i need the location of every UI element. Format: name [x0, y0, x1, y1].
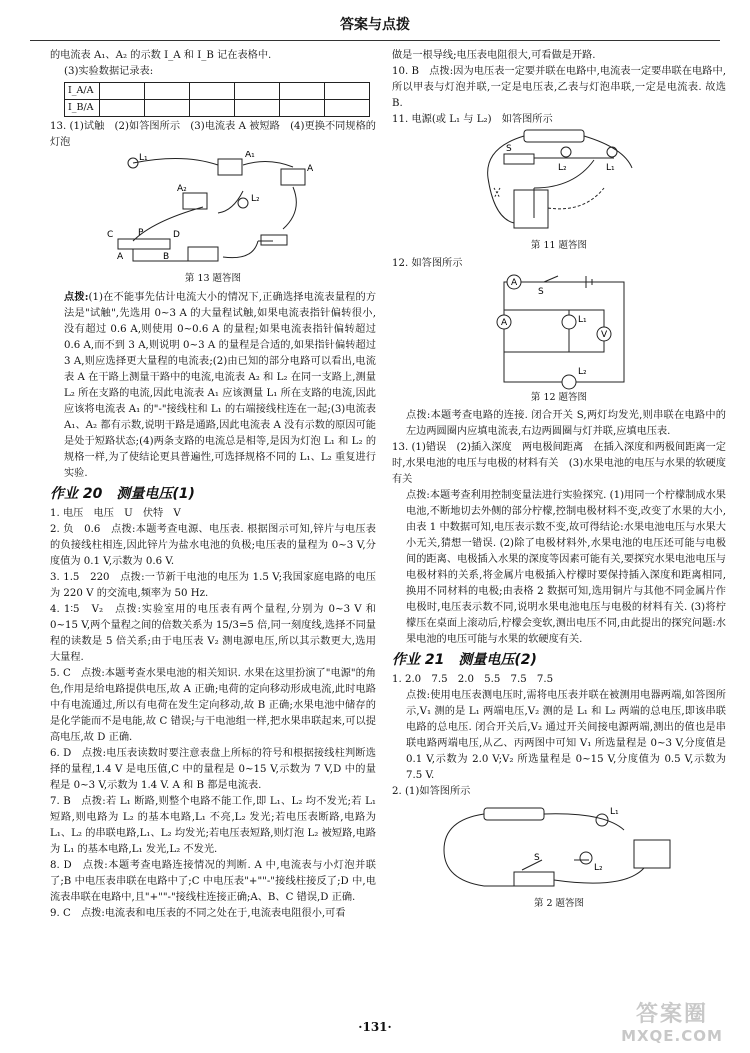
watermark-line1: 答案圈: [635, 1002, 708, 1027]
figure-2-caption: 第 2 题答图: [533, 898, 585, 909]
table-cell: I_A/A: [65, 83, 100, 100]
hw20-item-4: 4. 1∶5 V₂ 点拨:实验室用的电压表有两个量程,分别为 0~3 V 和 0~15 V,两个量程之间的倍数关系为 15/3=5 倍,同一刻度线,选择不同量程的读数是 5 倍关系;由于电压表 V₂ 测电源电压,所以其示数更大,选用大量程.: [50, 604, 376, 663]
fig12-label-a1: A: [511, 278, 518, 288]
fig12-label-a2: A: [501, 318, 508, 328]
fig2-label-l2: L₂: [594, 863, 603, 873]
fig2-label-s: S: [534, 853, 540, 863]
page-header: [30, 14, 720, 41]
table-cell: I_B/A: [65, 100, 100, 117]
q13-tip-label: 点拨:: [64, 291, 89, 303]
fig13-label-a-pt: A: [117, 252, 124, 262]
watermark-line2: MXQE.COM: [621, 1027, 723, 1045]
fig12-label-l1: L₁: [578, 315, 587, 325]
fig13-label-c: C: [107, 230, 114, 240]
fig13-label-a2: A₂: [177, 184, 187, 194]
figure-12-caption: 第 12 题答图: [530, 392, 588, 403]
figure-13-caption: 第 13 题答图: [184, 273, 242, 284]
figure-13-circuit: [93, 151, 333, 271]
table-row: [65, 83, 370, 100]
page-number: ·131·: [358, 1020, 392, 1034]
answer-10: 10. B 点拨:因为电压表一定要并联在电路中,电流表一定要串联在电路中,所以甲表与灯泡并联,一定是电压表,乙表与灯泡串联,一定是电流表. 故选 B.: [392, 66, 726, 109]
hw21-item-1: 1. 2.0 7.5 2.0 5.5 7.5 7.5: [392, 674, 554, 685]
fig12-label-s: S: [538, 287, 544, 297]
hw20-item-1: 1. 电压 电压 U 伏特 V: [50, 508, 181, 519]
hw20-item-8: 8. D 点拨:本题考查电路连接情况的判断. A 中,电流表与小灯泡并联了;B 中电压表串联在电路中了;C 中电压表"+""-"接线柱接反了;D 中,电流表串联在电路中,且"+""-"接线柱连接正确;A、B、C 错误,D 正确.: [50, 860, 376, 903]
q13-answer: 13. (1)试触 (2)如答图所示 (3)电流表 A 被短路 (4)更换不同规格的灯泡: [50, 121, 376, 148]
hw20-item-9: 9. C 点拨:电流表和电压表的不同之处在于,电流表电阻很小,可看: [50, 908, 346, 919]
fig13-label-a1: A₁: [245, 151, 255, 160]
left-p0: 的电流表 A₁、A₂ 的示数 I_A 和 I_B 记在表格中.: [50, 50, 272, 61]
record-table: [64, 82, 370, 117]
watermark-logo: [608, 1003, 736, 1047]
fig2-label-l1: L₁: [610, 807, 619, 817]
fig11-label-l1: L₁: [606, 163, 615, 173]
figure-12-circuit: [474, 272, 644, 390]
section-title-21: 作业 21 测量电压(2): [392, 652, 537, 668]
answer-13-tip: 点拨:本题考查利用控制变量法进行实验探究. (1)用同一个柠檬制成水果电池,不断地切去外侧的部分柠檬,控制电极材料不变,改变了水果的大小,由表 1 中数据可知,电压表示数不变,故可得结论:水果电池电压与水果大小无关,猜想一错误. (2)除了电极材料外,水果电池的电压还可能与电极间的距离、电极插入水果的深度等因素可能有关,要探究水果电池电压与电极材料的关系,将金属片电极插入柠檬时要保持插入深度和距离相同,换用不同材料的电极;由表格 2 数据可知,选用铜片与其他不同金属片作电极时,电压表示数不同,说明水果电池电压与电极的材料有关. (3)将柠檬压在桌面上滚动后,柠檬会变软,测出电压不同,由此提出的探究问题:水果电池的电压可能与水果的软硬度有关.: [406, 490, 726, 645]
hw21-item-1-tip: 点拨:使用电压表测电压时,需将电压表并联在被测用电器两端,如答图所示,V₁ 测的是 L₁ 两端电压,V₂ 测的是 L₁ 和 L₂ 两端的总电压,即该串联电路的总电压. 闭合开关后,V₂ 通过开关间接电源两端,测出的值也是串联电路两端电压,从乙、丙两图中可知 V₁ 所选量程是 0~3 V,分度值是 0.1 V,示数为 2.0 V;V₂ 所选量程是 0~15 V,分度值为 0.5 V,示数为 7.5 V.: [406, 690, 726, 781]
fig13-label-p: P: [138, 228, 144, 238]
hw20-item-3: 3. 1.5 220 点拨:一节新干电池的电压为 1.5 V;我国家庭电路的电压为 220 V 的交流电,频率为 50 Hz.: [50, 572, 376, 599]
fig13-label-a: A: [307, 164, 314, 174]
fig12-label-l2: L₂: [578, 367, 587, 377]
fig13-label-b-pt: B: [163, 252, 170, 262]
left-column: [50, 48, 376, 922]
fig13-label-d: D: [173, 230, 180, 240]
fig13-label-l2: L₂: [251, 194, 260, 204]
right-column: [392, 48, 726, 914]
hw20-item-2: 2. 负 0.6 点拨:本题考查电源、电压表. 根据图示可知,锌片与电压表的负接线柱相连,因此锌片为盐水电池的负极;电压表的量程为 0~3 V,分度值为 0.1 V,示数为 0.6 V.: [50, 524, 376, 567]
fig13-label-l1: L₁: [139, 153, 148, 163]
answer-12-tip: 点拨:本题考查电路的连接. 闭合开关 S,两灯均发光,则串联在电路中的左边两圆圈内应填电流表,右边两圆圈与灯并联,应填电压表.: [406, 410, 726, 437]
figure-11-caption: 第 11 题答图: [530, 240, 588, 251]
hw20-item-7: 7. B 点拨:若 L₁ 断路,则整个电路不能工作,即 L₁、L₂ 均不发光;若 L₁ 短路,则电路为 L₂ 的基本电路,L₁ 不亮,L₂ 发光;若电压表断路,电路为 L₁、L₂ 的串联电路,L₁、L₂ 均发光;若电压表短路,则灯泡 L₂ 被短路,电路为 L₁ 的基本电路,L₁ 发光,L₂ 不发光.: [50, 796, 376, 855]
fig11-label-l2: L₂: [558, 163, 567, 173]
hw20-item-5: 5. C 点拨:本题考查水果电池的相关知识. 水果在这里扮演了"电源"的角色,作用是给电路提供电压,故 A 正确;电荷的定向移动形成电流,此时电路中有电流通过,所以有电荷在发生定向移动,故 B 正确;水果电池中储存的是化学能而不是电能,故 C 错误;与干电池组一样,把水果串联起来,可以提高电压,故 D 正确.: [50, 668, 376, 743]
section-title-20: 作业 20 测量电压(1): [50, 486, 195, 502]
figure-2-circuit: [424, 800, 694, 896]
figure-11-circuit: [474, 128, 644, 238]
hw20-item-6: 6. D 点拨:电压表读数时要注意表盘上所标的符号和根据接线柱判断选择的量程,1.4 V 是电压值,C 中的量程是 0~15 V,示数为 7 V,D 中的量程是 0~3 V,示数为 1.4 V. A 和 B 都是电流表.: [50, 748, 376, 791]
fig11-label-s: S: [506, 144, 512, 154]
left-p1: (3)实验数据记录表:: [64, 66, 154, 77]
hw21-item-2: 2. (1)如答图所示: [392, 786, 471, 797]
answer-12: 12. 如答图所示: [392, 258, 463, 269]
table-row: [65, 100, 370, 117]
right-r0: 做是一根导线;电压表电阻很大,可看做是开路.: [392, 50, 596, 61]
q13-tip: (1)在不能事先估计电流大小的情况下,正确选择电流表量程的方法是"试触",先选用 0~3 A 的大量程试触,如果电流表指针偏转很小,没有超过 0.6 A,则使用 0~0.6 A 的量程;如果电流表指针偏转超过 0.6 A,而不到 3 A,则说明 0~3 A 的量程是合适的,如果指针偏转超过 3 A,则应选择更大量程的电流表;(2)由已知的部分电路可以看出,电流表 A 在干路上测量干路中的电流,电流表 A₂ 和 L₂ 在同一支路上,测量 L₂ 所在支路的电流,因此电流表 A₁ 应该测量 L₁ 所在支路的电流,因此应该将电流表 A₁ 的"-"接线柱和 L₁ 的右端接线柱连在一起;(3)电流表 A₁、A₂ 都有示数,说明干路是通路,因此电流表 A 没有示数的原因可能是处于短路状态;(4)两条支路的电流总是相等,是因为灯泡 L₁ 和 L₂ 的规格一样,为了使结论更具普遍性,可选择规格不同的 L₁、L₂ 重复进行实验.: [64, 292, 377, 479]
header-title: 答案与点拨: [340, 17, 410, 33]
answer-13: 13. (1)错误 (2)插入深度 两电极间距离 在插入深度和两极间距离一定时,水果电池的电压与电极的材料有关 (3)水果电池的电压与水果的软硬度有关: [392, 442, 726, 485]
fig12-label-v: V: [601, 330, 608, 340]
answer-11: 11. 电源(或 L₁ 与 L₂) 如答图所示: [392, 114, 553, 125]
